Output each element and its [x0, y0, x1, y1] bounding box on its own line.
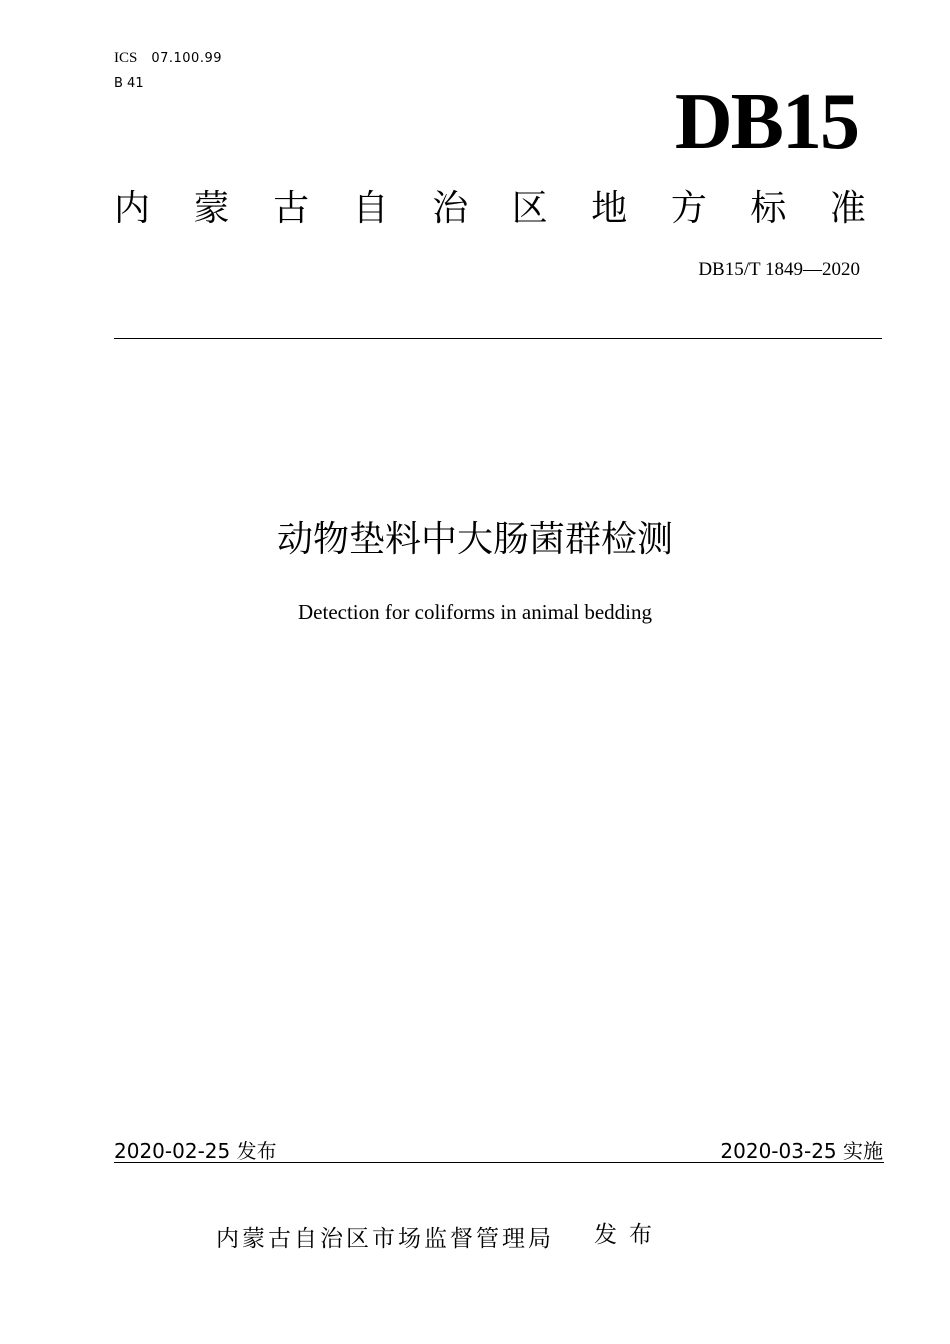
issue-date: 2020-02-25 发布	[114, 1139, 277, 1163]
issuer-action: 发布	[594, 1222, 664, 1248]
standard-number: DB15/T 1849—2020	[698, 259, 860, 280]
standard-type-char: 区	[511, 188, 548, 229]
standard-type-char: 标	[750, 188, 787, 229]
issuer-block	[216, 1224, 664, 1254]
standard-type-char: 准	[829, 188, 866, 229]
standard-type-char: 古	[273, 188, 310, 229]
standard-type-char: 治	[432, 188, 469, 229]
standard-type-char: 蒙	[193, 188, 230, 229]
ics-code: 07.100.99	[151, 51, 223, 66]
db-standard-mark: DB15	[674, 78, 858, 166]
ics-label: ICS	[114, 50, 138, 66]
title-chinese: 动物垫料中大肠菌群检测	[276, 519, 673, 560]
standard-type-char: 自	[352, 188, 389, 229]
standard-type-char: 地	[591, 188, 628, 229]
footer-divider	[114, 1162, 884, 1163]
ccs-code: B 41	[114, 76, 144, 91]
header-divider	[114, 338, 882, 339]
standard-type-char: 方	[670, 188, 707, 229]
standard-type-char: 内	[114, 188, 151, 229]
ics-classification	[114, 49, 222, 68]
title-english: Detection for coliforms in animal bedding	[298, 600, 652, 624]
implementation-date: 2020-03-25 实施	[720, 1139, 883, 1163]
standard-type-heading	[114, 184, 866, 234]
issuer-name: 内蒙古自治区市场监督管理局	[216, 1226, 554, 1252]
